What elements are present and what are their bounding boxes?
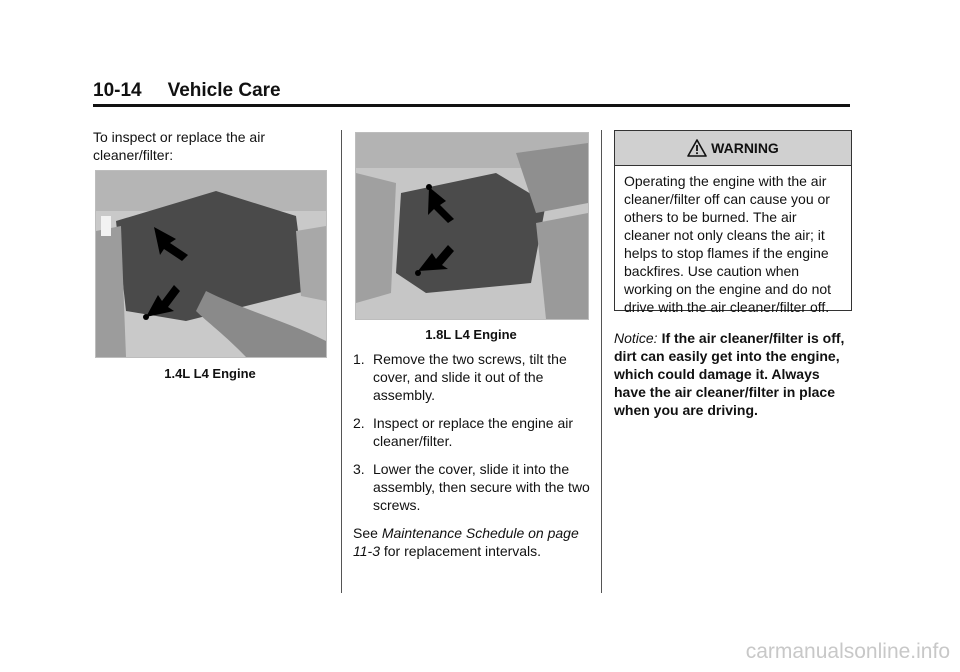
step-item: 3. Lower the cover, slide it into the assembly, then secure with the two screws.	[353, 461, 590, 513]
engine-photo-1-8l	[355, 132, 589, 320]
watermark: carmanualsonline.info	[745, 640, 950, 663]
column-divider-1	[341, 130, 342, 593]
column-1	[93, 128, 333, 164]
notice-label: Notice:	[614, 330, 658, 346]
maintenance-schedule-link[interactable]: Maintenance Schedule on page 11-3	[353, 525, 579, 559]
page-number: 10-14	[93, 80, 142, 101]
step-item: 1. Remove the two screws, tilt the cover, and slide it out of the assembly.	[353, 351, 567, 403]
step-item: 2. Inspect or replace the engine air cleaner/filter.	[353, 415, 574, 449]
section-title: Vehicle Care	[167, 80, 281, 101]
warning-header	[615, 131, 851, 166]
engine-photo-1-4l	[95, 170, 327, 358]
warning-box	[614, 130, 852, 315]
warning-triangle-icon	[687, 138, 707, 158]
warning-title: WARNING	[711, 140, 779, 156]
column-divider-2	[601, 130, 602, 593]
procedure-steps	[353, 350, 593, 514]
notice-paragraph	[614, 329, 854, 419]
figure-caption-1-4l: 1.4L L4 Engine	[164, 366, 256, 381]
warning-body: Operating the engine with the air cleaner/filter off can cause you or others to be burned. The air cleaner not only cleans the air; it helps to stop flames if the engine backfires. Use caution when working on the engine and do not drive with the air cleaner/filter off.	[624, 173, 832, 315]
figure-caption-1-8l: 1.8L L4 Engine	[425, 327, 517, 342]
notice-text: If the air cleaner/filter is off, dirt can easily get into the engine, which could damage it. Always have the air cleaner/filter in place when you are driving.	[614, 330, 845, 418]
intro-text: To inspect or replace the air cleaner/filter:	[93, 129, 265, 163]
see-reference: See Maintenance Schedule on page 11-3 for replacement intervals.	[353, 525, 579, 559]
header-rule	[93, 104, 850, 107]
column-2-text	[353, 350, 593, 560]
page-header	[93, 80, 281, 102]
